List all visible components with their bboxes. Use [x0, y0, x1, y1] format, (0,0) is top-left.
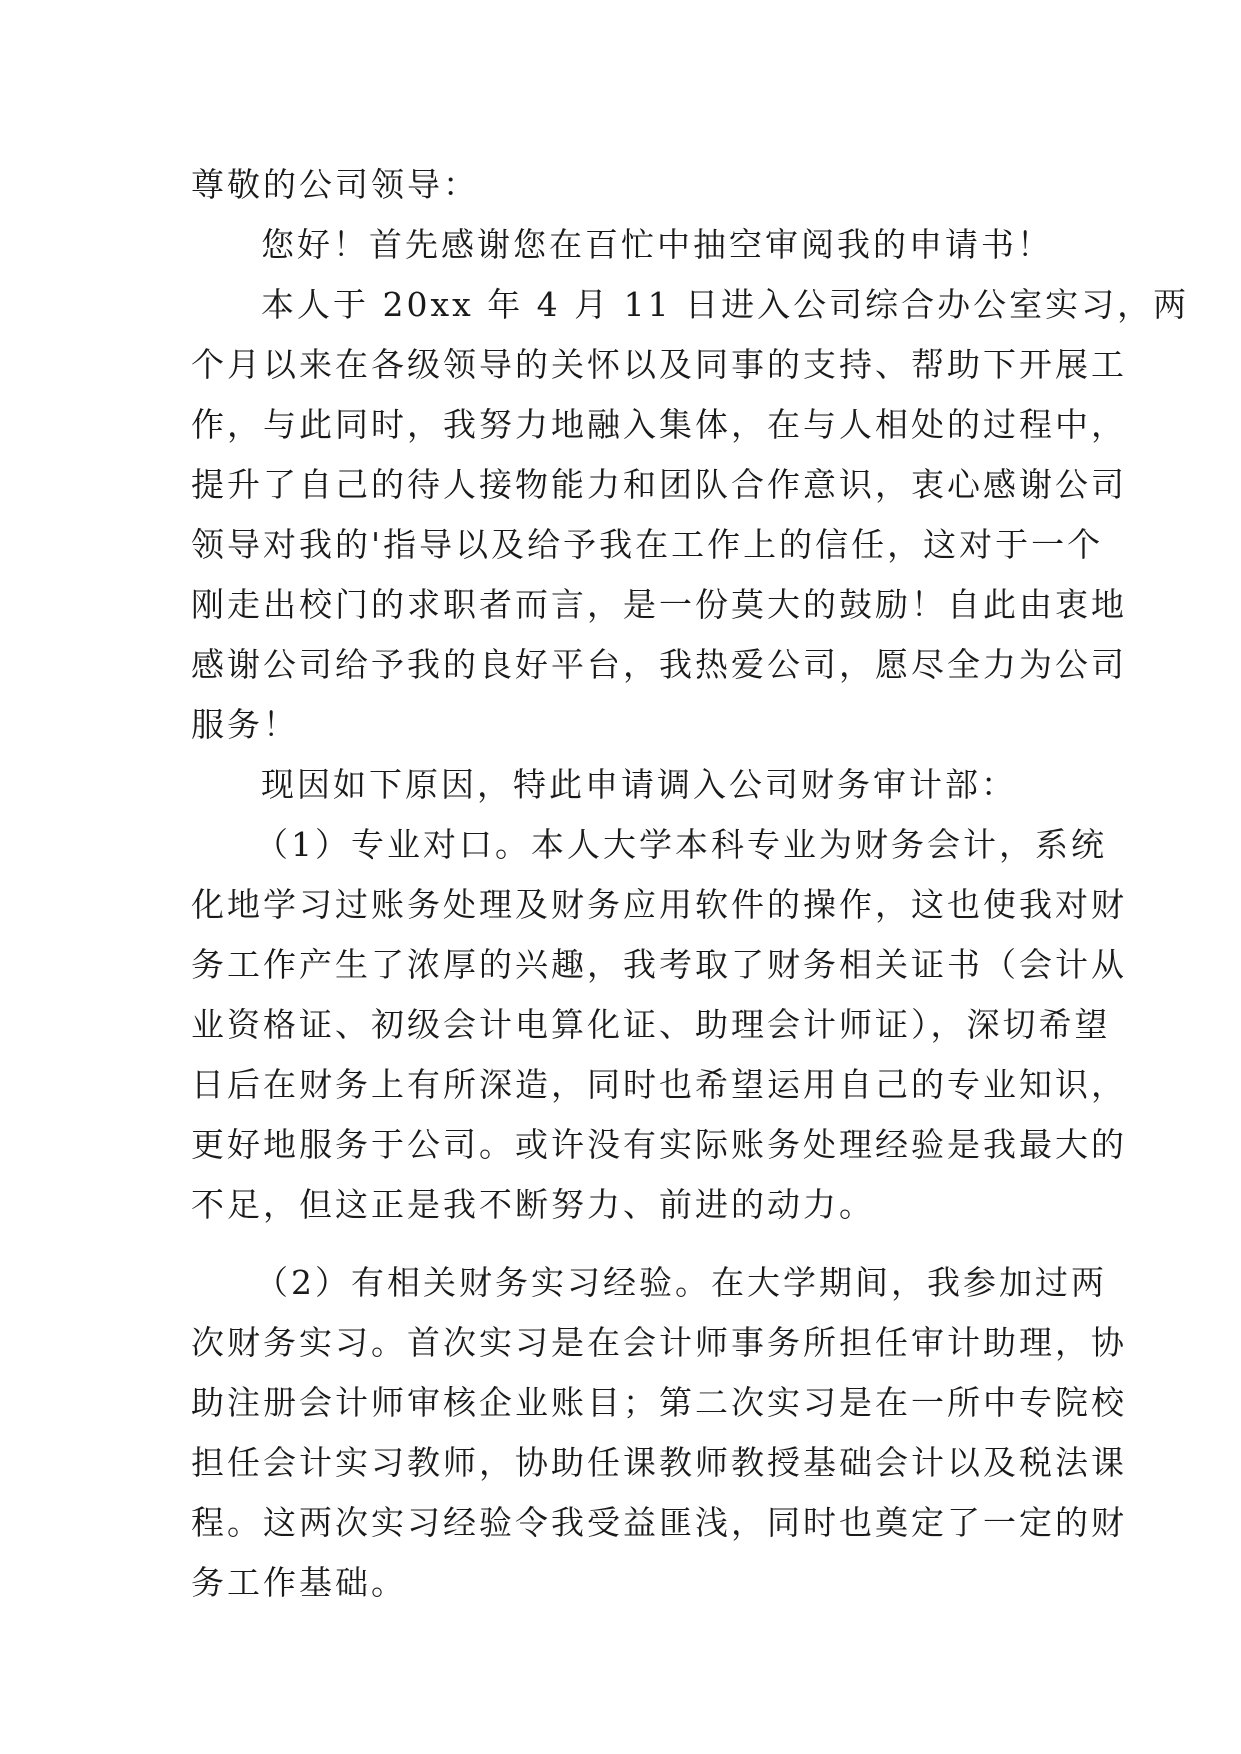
- paragraph-line: 服务！: [191, 705, 299, 744]
- paragraph-line: 更好地服务于公司。或许没有实际账务处理经验是我最大的: [191, 1125, 1127, 1164]
- paragraph-line: 业资格证、初级会计电算化证、助理会计师证），深切希望: [191, 1005, 1111, 1044]
- document-body: [191, 155, 1190, 1613]
- greeting-line: 您好！首先感谢您在百忙中抽空审阅我的申请书！: [261, 225, 1053, 264]
- paragraph-line: 担任会计实习教师，协助任课教师教授基础会计以及税法课: [191, 1443, 1127, 1482]
- paragraph-line: 日后在财务上有所深造，同时也希望运用自己的专业知识，: [191, 1065, 1127, 1104]
- paragraph-line: 刚走出校门的求职者而言，是一份莫大的鼓励！自此由衷地: [191, 585, 1127, 624]
- paragraph-line: 感谢公司给予我的良好平台，我热爱公司，愿尽全力为公司: [191, 645, 1127, 684]
- paragraph-line: 提升了自己的待人接物能力和团队合作意识，衷心感谢公司: [191, 465, 1127, 504]
- paragraph-line: （2）有相关财务实习经验。在大学期间，我参加过两: [255, 1263, 1107, 1302]
- paragraph-line: 现因如下原因，特此申请调入公司财务审计部：: [261, 765, 1017, 804]
- paragraph-line: 务工作基础。: [191, 1563, 407, 1602]
- paragraph-line: 本人于 20xx 年 4 月 11 日进入公司综合办公室实习，两: [261, 285, 1190, 324]
- paragraph-line: 次财务实习。首次实习是在会计师事务所担任审计助理，协: [191, 1323, 1127, 1362]
- salutation: 尊敬的公司领导：: [191, 165, 479, 204]
- paragraph-line: 作，与此同时，我努力地融入集体，在与人相处的过程中，: [191, 405, 1127, 444]
- paragraph-line: 不足，但这正是我不断努力、前进的动力。: [191, 1185, 875, 1224]
- paragraph-line: 程。这两次实习经验令我受益匪浅，同时也奠定了一定的财: [191, 1503, 1127, 1542]
- paragraph-line: 务工作产生了浓厚的兴趣，我考取了财务相关证书（会计从: [191, 945, 1127, 984]
- paragraph-line: （1）专业对口。本人大学本科专业为财务会计，系统: [255, 825, 1107, 864]
- paragraph-line: 领导对我的'指导以及给予我在工作上的信任，这对于一个: [191, 525, 1104, 564]
- paragraph-line: 助注册会计师审核企业账目；第二次实习是在一所中专院校: [191, 1383, 1127, 1422]
- paragraph-line: 个月以来在各级领导的关怀以及同事的支持、帮助下开展工: [191, 345, 1127, 384]
- paragraph-spacer: [191, 1235, 1051, 1253]
- paragraph-line: 化地学习过账务处理及财务应用软件的操作，这也使我对财: [191, 885, 1127, 924]
